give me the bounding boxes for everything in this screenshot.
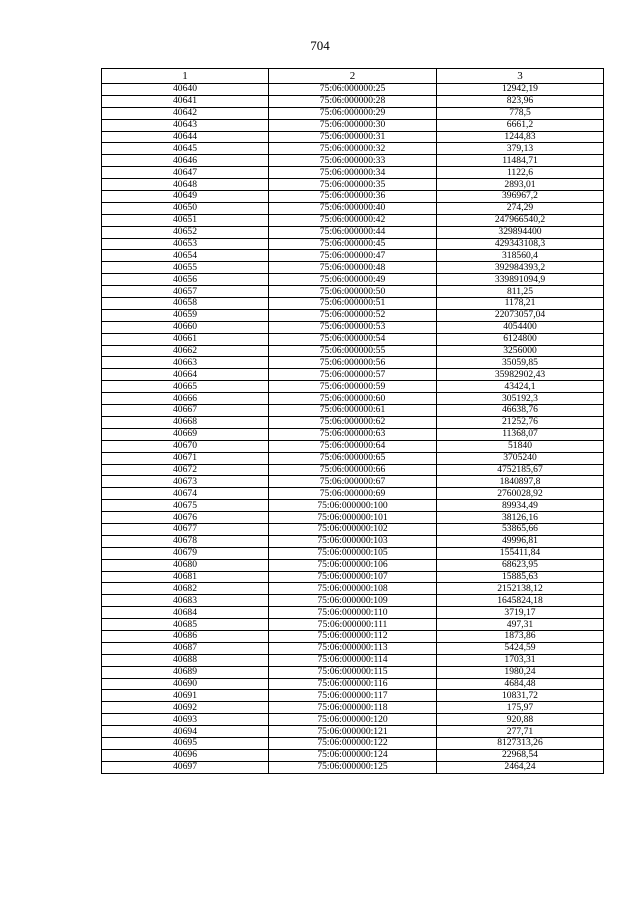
value-cell: 1244,83 xyxy=(437,131,604,143)
cadastral-number-cell: 75:06:000000:29 xyxy=(269,107,437,119)
table-row xyxy=(102,131,604,143)
value-cell: 11484,71 xyxy=(437,155,604,167)
row-number-cell: 40646 xyxy=(102,155,269,167)
table-row xyxy=(102,143,604,155)
value-cell: 274,29 xyxy=(437,202,604,214)
row-number-cell: 40682 xyxy=(102,583,269,595)
cadastral-number-cell: 75:06:000000:117 xyxy=(269,690,437,702)
cadastral-number-cell: 75:06:000000:50 xyxy=(269,286,437,298)
value-cell: 11368,07 xyxy=(437,428,604,440)
table-row xyxy=(102,262,604,274)
cadastral-number-cell: 75:06:000000:111 xyxy=(269,619,437,631)
row-number-cell: 40696 xyxy=(102,749,269,761)
table-row xyxy=(102,191,604,203)
cadastral-number-cell: 75:06:000000:59 xyxy=(269,381,437,393)
table-row xyxy=(102,107,604,119)
value-cell: 1178,21 xyxy=(437,298,604,310)
column-header-2: 2 xyxy=(269,69,437,84)
row-number-cell: 40641 xyxy=(102,95,269,107)
cadastral-number-cell: 75:06:000000:44 xyxy=(269,226,437,238)
cadastral-number-cell: 75:06:000000:101 xyxy=(269,512,437,524)
table-row xyxy=(102,654,604,666)
row-number-cell: 40650 xyxy=(102,202,269,214)
row-number-cell: 40659 xyxy=(102,309,269,321)
row-number-cell: 40647 xyxy=(102,167,269,179)
table-row xyxy=(102,179,604,191)
cadastral-number-cell: 75:06:000000:125 xyxy=(269,761,437,773)
cadastral-number-cell: 75:06:000000:53 xyxy=(269,321,437,333)
value-cell: 46638,76 xyxy=(437,405,604,417)
cadastral-number-cell: 75:06:000000:25 xyxy=(269,84,437,96)
row-number-cell: 40671 xyxy=(102,452,269,464)
table-row xyxy=(102,642,604,654)
table-header-row xyxy=(102,69,604,84)
table-row xyxy=(102,666,604,678)
cadastral-number-cell: 75:06:000000:60 xyxy=(269,393,437,405)
value-cell: 778,5 xyxy=(437,107,604,119)
data-table xyxy=(101,68,604,774)
cadastral-number-cell: 75:06:000000:28 xyxy=(269,95,437,107)
table-row xyxy=(102,535,604,547)
row-number-cell: 40687 xyxy=(102,642,269,654)
table-row xyxy=(102,607,604,619)
value-cell: 1122,6 xyxy=(437,167,604,179)
value-cell: 10831,72 xyxy=(437,690,604,702)
table-row xyxy=(102,630,604,642)
cadastral-number-cell: 75:06:000000:116 xyxy=(269,678,437,690)
table-header xyxy=(102,69,604,84)
row-number-cell: 40697 xyxy=(102,761,269,773)
row-number-cell: 40655 xyxy=(102,262,269,274)
cadastral-number-cell: 75:06:000000:32 xyxy=(269,143,437,155)
value-cell: 22073057,04 xyxy=(437,309,604,321)
value-cell: 38126,16 xyxy=(437,512,604,524)
value-cell: 379,13 xyxy=(437,143,604,155)
table-row xyxy=(102,595,604,607)
cadastral-number-cell: 75:06:000000:54 xyxy=(269,333,437,345)
cadastral-number-cell: 75:06:000000:120 xyxy=(269,714,437,726)
cadastral-number-cell: 75:06:000000:55 xyxy=(269,345,437,357)
row-number-cell: 40673 xyxy=(102,476,269,488)
row-number-cell: 40649 xyxy=(102,191,269,203)
cadastral-number-cell: 75:06:000000:33 xyxy=(269,155,437,167)
table-row xyxy=(102,571,604,583)
value-cell: 6661,2 xyxy=(437,119,604,131)
table-row xyxy=(102,726,604,738)
cadastral-number-cell: 75:06:000000:40 xyxy=(269,202,437,214)
value-cell: 339891094,9 xyxy=(437,274,604,286)
row-number-cell: 40665 xyxy=(102,381,269,393)
table-body xyxy=(102,84,604,774)
table-row xyxy=(102,84,604,96)
value-cell: 4752185,67 xyxy=(437,464,604,476)
table-row xyxy=(102,226,604,238)
table-row xyxy=(102,416,604,428)
row-number-cell: 40685 xyxy=(102,619,269,631)
cadastral-number-cell: 75:06:000000:118 xyxy=(269,702,437,714)
value-cell: 429343108,3 xyxy=(437,238,604,250)
row-number-cell: 40675 xyxy=(102,500,269,512)
table-row xyxy=(102,95,604,107)
cadastral-number-cell: 75:06:000000:106 xyxy=(269,559,437,571)
row-number-cell: 40664 xyxy=(102,369,269,381)
table-row xyxy=(102,619,604,631)
table-row xyxy=(102,749,604,761)
cadastral-number-cell: 75:06:000000:112 xyxy=(269,630,437,642)
value-cell: 2464,24 xyxy=(437,761,604,773)
table-row xyxy=(102,702,604,714)
table-row xyxy=(102,321,604,333)
row-number-cell: 40669 xyxy=(102,428,269,440)
value-cell: 43424,1 xyxy=(437,381,604,393)
value-cell: 1840897,8 xyxy=(437,476,604,488)
cadastral-number-cell: 75:06:000000:113 xyxy=(269,642,437,654)
value-cell: 155411,84 xyxy=(437,547,604,559)
table-row xyxy=(102,357,604,369)
page-number: 704 xyxy=(310,38,330,53)
row-number-cell: 40672 xyxy=(102,464,269,476)
cadastral-number-cell: 75:06:000000:47 xyxy=(269,250,437,262)
table-row xyxy=(102,286,604,298)
table-row xyxy=(102,737,604,749)
cadastral-number-cell: 75:06:000000:64 xyxy=(269,440,437,452)
cadastral-number-cell: 75:06:000000:65 xyxy=(269,452,437,464)
table-row xyxy=(102,559,604,571)
row-number-cell: 40651 xyxy=(102,214,269,226)
cadastral-number-cell: 75:06:000000:102 xyxy=(269,523,437,535)
value-cell: 15885,63 xyxy=(437,571,604,583)
table-row xyxy=(102,690,604,702)
cadastral-number-cell: 75:06:000000:109 xyxy=(269,595,437,607)
cadastral-number-cell: 75:06:000000:66 xyxy=(269,464,437,476)
table-row xyxy=(102,440,604,452)
table-row xyxy=(102,761,604,773)
table-row xyxy=(102,250,604,262)
table-row xyxy=(102,309,604,321)
cadastral-number-cell: 75:06:000000:122 xyxy=(269,737,437,749)
row-number-cell: 40678 xyxy=(102,535,269,547)
row-number-cell: 40689 xyxy=(102,666,269,678)
row-number-cell: 40684 xyxy=(102,607,269,619)
value-cell: 1703,31 xyxy=(437,654,604,666)
row-number-cell: 40680 xyxy=(102,559,269,571)
table-row xyxy=(102,714,604,726)
value-cell: 4684,48 xyxy=(437,678,604,690)
value-cell: 175,97 xyxy=(437,702,604,714)
table-row xyxy=(102,333,604,345)
cadastral-number-cell: 75:06:000000:57 xyxy=(269,369,437,381)
row-number-cell: 40686 xyxy=(102,630,269,642)
row-number-cell: 40663 xyxy=(102,357,269,369)
cadastral-number-cell: 75:06:000000:45 xyxy=(269,238,437,250)
value-cell: 49996,81 xyxy=(437,535,604,547)
table-row xyxy=(102,155,604,167)
cadastral-number-cell: 75:06:000000:114 xyxy=(269,654,437,666)
value-cell: 396967,2 xyxy=(437,191,604,203)
row-number-cell: 40660 xyxy=(102,321,269,333)
row-number-cell: 40670 xyxy=(102,440,269,452)
value-cell: 2760028,92 xyxy=(437,488,604,500)
cadastral-number-cell: 75:06:000000:108 xyxy=(269,583,437,595)
row-number-cell: 40679 xyxy=(102,547,269,559)
cadastral-number-cell: 75:06:000000:100 xyxy=(269,500,437,512)
cadastral-number-cell: 75:06:000000:115 xyxy=(269,666,437,678)
table-row xyxy=(102,464,604,476)
table-row xyxy=(102,500,604,512)
row-number-cell: 40691 xyxy=(102,690,269,702)
table-row xyxy=(102,119,604,131)
table-row xyxy=(102,523,604,535)
cadastral-number-cell: 75:06:000000:121 xyxy=(269,726,437,738)
table-row xyxy=(102,488,604,500)
row-number-cell: 40657 xyxy=(102,286,269,298)
table-row xyxy=(102,678,604,690)
cadastral-number-cell: 75:06:000000:30 xyxy=(269,119,437,131)
row-number-cell: 40645 xyxy=(102,143,269,155)
cadastral-number-cell: 75:06:000000:52 xyxy=(269,309,437,321)
row-number-cell: 40683 xyxy=(102,595,269,607)
value-cell: 920,88 xyxy=(437,714,604,726)
table-row xyxy=(102,167,604,179)
cadastral-number-cell: 75:06:000000:67 xyxy=(269,476,437,488)
table-row xyxy=(102,428,604,440)
row-number-cell: 40643 xyxy=(102,119,269,131)
value-cell: 68623,95 xyxy=(437,559,604,571)
value-cell: 1873,86 xyxy=(437,630,604,642)
value-cell: 392984393,2 xyxy=(437,262,604,274)
table-row xyxy=(102,405,604,417)
cadastral-number-cell: 75:06:000000:48 xyxy=(269,262,437,274)
column-header-1: 1 xyxy=(102,69,269,84)
cadastral-number-cell: 75:06:000000:49 xyxy=(269,274,437,286)
value-cell: 305192,3 xyxy=(437,393,604,405)
value-cell: 811,25 xyxy=(437,286,604,298)
row-number-cell: 40666 xyxy=(102,393,269,405)
cadastral-number-cell: 75:06:000000:61 xyxy=(269,405,437,417)
value-cell: 318560,4 xyxy=(437,250,604,262)
table-row xyxy=(102,583,604,595)
value-cell: 3256000 xyxy=(437,345,604,357)
cadastral-number-cell: 75:06:000000:107 xyxy=(269,571,437,583)
row-number-cell: 40658 xyxy=(102,298,269,310)
value-cell: 53865,66 xyxy=(437,523,604,535)
value-cell: 3719,17 xyxy=(437,607,604,619)
cadastral-number-cell: 75:06:000000:34 xyxy=(269,167,437,179)
cadastral-number-cell: 75:06:000000:62 xyxy=(269,416,437,428)
table-row xyxy=(102,476,604,488)
value-cell: 12942,19 xyxy=(437,84,604,96)
row-number-cell: 40640 xyxy=(102,84,269,96)
cadastral-number-cell: 75:06:000000:124 xyxy=(269,749,437,761)
row-number-cell: 40668 xyxy=(102,416,269,428)
row-number-cell: 40656 xyxy=(102,274,269,286)
row-number-cell: 40652 xyxy=(102,226,269,238)
table-row xyxy=(102,238,604,250)
value-cell: 35059,85 xyxy=(437,357,604,369)
table-row xyxy=(102,369,604,381)
cadastral-number-cell: 75:06:000000:103 xyxy=(269,535,437,547)
cadastral-number-cell: 75:06:000000:51 xyxy=(269,298,437,310)
row-number-cell: 40642 xyxy=(102,107,269,119)
value-cell: 497,31 xyxy=(437,619,604,631)
table-row xyxy=(102,547,604,559)
table-row xyxy=(102,452,604,464)
row-number-cell: 40662 xyxy=(102,345,269,357)
row-number-cell: 40648 xyxy=(102,179,269,191)
row-number-cell: 40677 xyxy=(102,523,269,535)
table-row xyxy=(102,214,604,226)
row-number-cell: 40654 xyxy=(102,250,269,262)
row-number-cell: 40694 xyxy=(102,726,269,738)
row-number-cell: 40674 xyxy=(102,488,269,500)
cadastral-number-cell: 75:06:000000:56 xyxy=(269,357,437,369)
cadastral-number-cell: 75:06:000000:110 xyxy=(269,607,437,619)
value-cell: 5424,59 xyxy=(437,642,604,654)
value-cell: 329894400 xyxy=(437,226,604,238)
row-number-cell: 40695 xyxy=(102,737,269,749)
row-number-cell: 40676 xyxy=(102,512,269,524)
cadastral-number-cell: 75:06:000000:36 xyxy=(269,191,437,203)
table-row xyxy=(102,274,604,286)
row-number-cell: 40693 xyxy=(102,714,269,726)
table-row xyxy=(102,381,604,393)
value-cell: 8127313,26 xyxy=(437,737,604,749)
value-cell: 2152138,12 xyxy=(437,583,604,595)
value-cell: 1980,24 xyxy=(437,666,604,678)
row-number-cell: 40690 xyxy=(102,678,269,690)
value-cell: 35982902,43 xyxy=(437,369,604,381)
row-number-cell: 40644 xyxy=(102,131,269,143)
value-cell: 2893,01 xyxy=(437,179,604,191)
table-row xyxy=(102,345,604,357)
value-cell: 22968,54 xyxy=(437,749,604,761)
value-cell: 277,71 xyxy=(437,726,604,738)
cadastral-number-cell: 75:06:000000:63 xyxy=(269,428,437,440)
cadastral-number-cell: 75:06:000000:105 xyxy=(269,547,437,559)
cadastral-number-cell: 75:06:000000:31 xyxy=(269,131,437,143)
table-row xyxy=(102,512,604,524)
table-row xyxy=(102,202,604,214)
value-cell: 21252,76 xyxy=(437,416,604,428)
value-cell: 6124800 xyxy=(437,333,604,345)
row-number-cell: 40661 xyxy=(102,333,269,345)
row-number-cell: 40653 xyxy=(102,238,269,250)
row-number-cell: 40667 xyxy=(102,405,269,417)
value-cell: 51840 xyxy=(437,440,604,452)
value-cell: 3705240 xyxy=(437,452,604,464)
cadastral-number-cell: 75:06:000000:35 xyxy=(269,179,437,191)
table-row xyxy=(102,298,604,310)
cadastral-number-cell: 75:06:000000:69 xyxy=(269,488,437,500)
row-number-cell: 40688 xyxy=(102,654,269,666)
value-cell: 4054400 xyxy=(437,321,604,333)
value-cell: 89934,49 xyxy=(437,500,604,512)
value-cell: 823,96 xyxy=(437,95,604,107)
row-number-cell: 40681 xyxy=(102,571,269,583)
cadastral-number-cell: 75:06:000000:42 xyxy=(269,214,437,226)
column-header-3: 3 xyxy=(437,69,604,84)
table-row xyxy=(102,393,604,405)
row-number-cell: 40692 xyxy=(102,702,269,714)
value-cell: 247966540,2 xyxy=(437,214,604,226)
value-cell: 1645824,18 xyxy=(437,595,604,607)
